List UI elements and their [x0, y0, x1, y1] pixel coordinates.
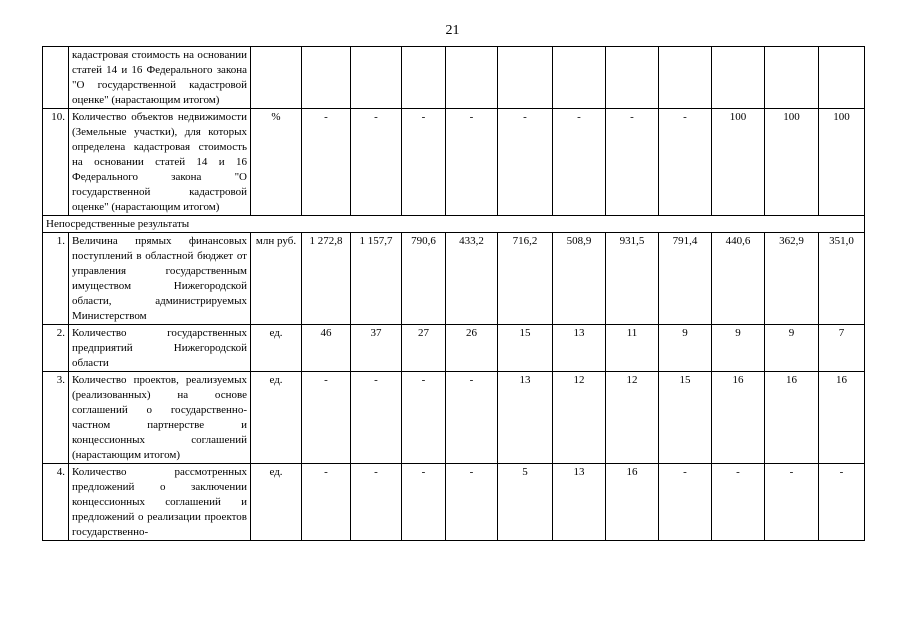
value-cell: -	[712, 464, 765, 541]
value-cell: -	[351, 372, 402, 464]
value-cell: -	[302, 109, 351, 216]
value-cell: 5	[498, 464, 553, 541]
indicator-name: Количество проектов, реализуемых (реализованных) на основе соглашений о государственно-частном партнерстве и концессионных соглашений (нарастающим итогом)	[69, 372, 251, 464]
value-cell: -	[446, 109, 498, 216]
value-cell: -	[553, 109, 606, 216]
value-cell: 362,9	[765, 233, 819, 325]
unit-cell: ед.	[251, 325, 302, 372]
indicator-name: кадастровая стоимость на основании статей 14 и 16 Федерального закона "О государственной кадастровой оценке" (нарастающим итогом)	[69, 47, 251, 109]
unit-cell: млн руб.	[251, 233, 302, 325]
value-cell: 716,2	[498, 233, 553, 325]
value-cell: -	[765, 464, 819, 541]
value-cell: 790,6	[402, 233, 446, 325]
value-cell	[402, 47, 446, 109]
row-number: 3.	[43, 372, 69, 464]
value-cell: -	[302, 464, 351, 541]
table-row	[43, 325, 865, 372]
unit-cell	[251, 47, 302, 109]
value-cell	[659, 47, 712, 109]
value-cell: 433,2	[446, 233, 498, 325]
value-cell	[351, 47, 402, 109]
row-number: 10.	[43, 109, 69, 216]
value-cell	[606, 47, 659, 109]
value-cell: 46	[302, 325, 351, 372]
value-cell: 931,5	[606, 233, 659, 325]
value-cell: -	[402, 109, 446, 216]
value-cell: 13	[553, 464, 606, 541]
table-row	[43, 464, 865, 541]
value-cell: -	[606, 109, 659, 216]
value-cell: 351,0	[819, 233, 865, 325]
value-cell: 9	[659, 325, 712, 372]
page-number: 21	[445, 23, 460, 38]
row-number: 4.	[43, 464, 69, 541]
value-cell: 1 157,7	[351, 233, 402, 325]
table-row	[43, 233, 865, 325]
value-cell: 12	[553, 372, 606, 464]
value-cell: 13	[553, 325, 606, 372]
value-cell: 27	[402, 325, 446, 372]
row-number	[43, 47, 69, 109]
value-cell: 9	[765, 325, 819, 372]
table-row	[43, 47, 865, 109]
value-cell: 13	[498, 372, 553, 464]
table-row	[43, 109, 865, 216]
value-cell: -	[498, 109, 553, 216]
value-cell: 15	[659, 372, 712, 464]
value-cell: 440,6	[712, 233, 765, 325]
value-cell: -	[659, 464, 712, 541]
value-cell: 16	[765, 372, 819, 464]
value-cell: 16	[712, 372, 765, 464]
value-cell: 791,4	[659, 233, 712, 325]
value-cell	[302, 47, 351, 109]
value-cell: 7	[819, 325, 865, 372]
value-cell: 100	[819, 109, 865, 216]
value-cell: 100	[712, 109, 765, 216]
value-cell: -	[351, 464, 402, 541]
value-cell: 16	[819, 372, 865, 464]
value-cell: 26	[446, 325, 498, 372]
value-cell: 508,9	[553, 233, 606, 325]
value-cell: -	[402, 372, 446, 464]
indicator-name: Количество объектов недвижимости (Земельные участки), для которых определена кадастровая стоимость на основании статей 14 и 16 Федерального закона "О государственной кадастровой оценке" (нарастающим итогом)	[69, 109, 251, 216]
value-cell	[498, 47, 553, 109]
indicator-name: Количество государственных предприятий Нижегородской области	[69, 325, 251, 372]
value-cell: 37	[351, 325, 402, 372]
indicators-table	[42, 46, 865, 541]
value-cell: -	[446, 372, 498, 464]
unit-cell: %	[251, 109, 302, 216]
value-cell: 15	[498, 325, 553, 372]
value-cell: 100	[765, 109, 819, 216]
value-cell: -	[446, 464, 498, 541]
value-cell: -	[302, 372, 351, 464]
value-cell	[765, 47, 819, 109]
section-row	[43, 216, 865, 233]
value-cell: -	[402, 464, 446, 541]
indicator-name: Величина прямых финансовых поступлений в областной бюджет от управления государственным имуществом Нижегородской области, администрируемых Министерством	[69, 233, 251, 325]
value-cell: 1 272,8	[302, 233, 351, 325]
value-cell	[446, 47, 498, 109]
table-row	[43, 372, 865, 464]
unit-cell: ед.	[251, 372, 302, 464]
unit-cell: ед.	[251, 464, 302, 541]
indicator-name: Количество рассмотренных предложений о заключении концессионных соглашений и предложений о реализации проектов государственно-	[69, 464, 251, 541]
value-cell: -	[351, 109, 402, 216]
value-cell: 9	[712, 325, 765, 372]
value-cell: 11	[606, 325, 659, 372]
value-cell	[819, 47, 865, 109]
value-cell: 16	[606, 464, 659, 541]
section-title: Непосредственные результаты	[43, 216, 865, 233]
value-cell: -	[819, 464, 865, 541]
value-cell	[553, 47, 606, 109]
value-cell: -	[659, 109, 712, 216]
row-number: 1.	[43, 233, 69, 325]
value-cell: 12	[606, 372, 659, 464]
row-number: 2.	[43, 325, 69, 372]
value-cell	[712, 47, 765, 109]
